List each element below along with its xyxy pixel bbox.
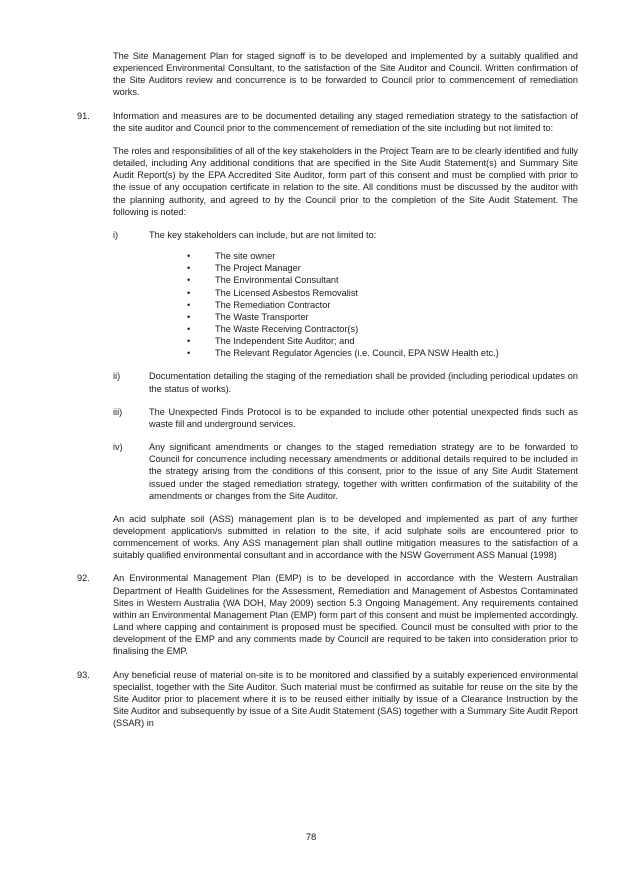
condition-92 — [77, 572, 578, 657]
sub-item-numeral: iv) — [113, 442, 123, 453]
condition-number: 92. — [77, 573, 90, 584]
sub-item-numeral: iii) — [113, 406, 123, 417]
bullet-icon: • — [187, 323, 191, 334]
condition-93 — [77, 669, 578, 730]
list-item: • The Waste Receiving Contractor(s) — [187, 323, 359, 334]
bullet-icon: • — [187, 348, 191, 359]
ass-paragraph: An acid sulphate soil (ASS) management plan is to be developed and implemented as part of any further development application/s submitted in relation to the site, if acid sulphate soils are encountered prior to commencement of works. Any ASS management plan shall outline mitigation measures to the satisfaction of a suitably qualified environmental consultant and in accordance with the NSW Government ASS Manual (1998) — [113, 513, 578, 561]
list-item: • The Project Manager — [187, 263, 301, 274]
list-item: • The Independent Site Auditor; and — [187, 336, 355, 347]
sub-item-i — [77, 229, 578, 241]
sub-item-text: Any significant amendments or changes to the staged remediation strategy are to be forwarded to Council for concurrence including necessary amendments or additional details required to be included in the strategy arising from the conditions of this consent, prior to the issue of any Site Audit Statement issued under the staged remediation strategy, together with written confirmation of the suitability of the amendments or changes from the Site Auditor. — [149, 442, 578, 501]
list-item: • The Environmental Consultant — [187, 275, 339, 286]
list-item: • The Relevant Regulator Agencies (i.e. Council, EPA NSW Health etc.) — [187, 348, 499, 359]
bullet-icon: • — [187, 299, 191, 310]
bullet-icon: • — [187, 311, 191, 322]
sub-item-iv — [77, 441, 578, 502]
roles-paragraph: The roles and responsibilities of all of the key stakeholders in the Project Team are to be clearly identified and fully detailed, including Any additional conditions that are specified in the Site Audit Statement(s) and Summary Site Audit Report(s) by the EPA Accredited Site Auditor, form part of this consent and must be complied with prior to the issue of any occupation certificate in relation to the site. All conditions must be discussed by the auditor with the planning authority, and agreed to by the Council prior to the completion of the Site Audit Statement. The following is noted: — [113, 145, 578, 217]
sub-item-iii — [77, 406, 578, 430]
list-item: • The site owner — [187, 251, 276, 262]
sub-item-ii — [77, 370, 578, 394]
condition-text: An Environmental Management Plan (EMP) is to be developed in accordance with the Western Australian Department of Health Guidelines for the Assessment, Remediation and Management of Asbestos Contaminated Sites in Western Australia (WA DOH, May 2009) section 5.3 Ongoing Management. Any requirements contained within an Environmental Management Plan (EMP) form part of this consent and must be implemented accordingly. Land where capping and containment is proposed must be specified. Council must be consulted with prior to the development of the EMP and any comments made by Council are required to be taken into consideration prior to finalising the EMP. — [113, 573, 578, 657]
bullet-icon: • — [187, 287, 191, 298]
sub-item-text: The key stakeholders can include, but are not limited to: — [149, 229, 377, 240]
condition-number: 91. — [77, 110, 90, 121]
condition-text: Any beneficial reuse of material on-site is to be monitored and classified by a suitably experienced environmental specialist, together with the Site Auditor. Such material must be confirmed as suitable for reuse on the site by the Site Auditor prior to placement where it is to be reused either initially by issue of a Clearance Instruction by the Site Auditor and subsequently by issue of a Site Audit Statement (SAS) together with a Summary Site Audit Report (SSAR) in — [113, 669, 578, 729]
bullet-icon: • — [187, 251, 191, 262]
sub-item-text: The Unexpected Finds Protocol is to be expanded to include other potential unexpected finds such as waste fill and underground services. — [149, 406, 578, 429]
bullet-icon: • — [187, 336, 191, 347]
stakeholder-list — [77, 250, 578, 359]
list-item: • The Licensed Asbestos Removalist — [187, 287, 358, 298]
page-number: 78 — [305, 832, 317, 843]
bullet-icon: • — [187, 263, 191, 274]
sub-item-numeral: i) — [113, 229, 119, 240]
list-item: • The Remediation Contractor — [187, 299, 331, 310]
condition-text: Information and measures are to be documented detailing any staged remediation strategy to the satisfaction of the site auditor and Council prior to the commencement of remediation of the site including but not limited to: — [113, 110, 578, 133]
intro-paragraph: The Site Management Plan for staged signoff is to be developed and implemented by a suitably qualified and experienced Environmental Consultant, to the satisfaction of the Site Auditor and Council. Written confirmation of the Site Auditors review and concurrence is to be forwarded to Council prior to commencement of remediation works. — [113, 51, 578, 98]
condition-number: 93. — [77, 669, 90, 680]
sub-item-text: Documentation detailing the staging of the remediation shall be provided (including periodical updates on the status of works). — [149, 371, 578, 394]
bullet-icon: • — [187, 275, 191, 286]
condition-91 — [77, 110, 578, 134]
sub-item-numeral: ii) — [113, 371, 121, 382]
list-item: • The Waste Transporter — [187, 311, 309, 322]
